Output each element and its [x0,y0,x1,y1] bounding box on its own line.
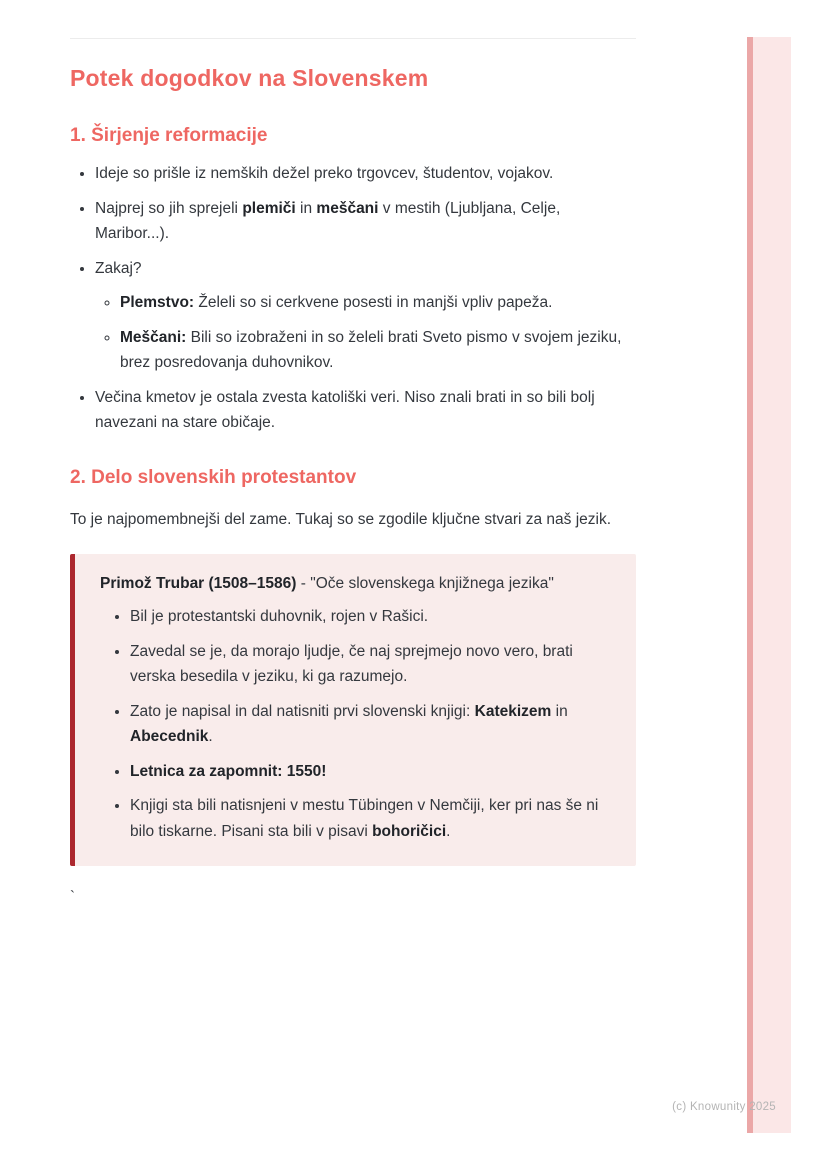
pink-margin-highlight-bar [747,37,791,1133]
text-segment: Bili so izobraženi in so želeli brati Sveto pismo v svojem jeziku, brez posredovanja duhovnikov. [120,328,622,372]
page-title: Potek dogodkov na Slovenskem [70,65,429,91]
list-item [130,793,608,844]
text-segment: - "Oče slovenskega knjižnega jezika" [296,575,554,593]
list-item [95,385,636,436]
section1-list [70,161,636,436]
section1-heading: 1. Širjenje reformacije [70,124,268,146]
text-segment: . [208,728,213,746]
text-segment: Želeli so si cerkvene posesti in manjši vpliv papeža. [194,294,553,312]
footer-credit: (c) Knowunity 2025 [672,1101,776,1113]
document-content [70,0,636,906]
callout-title [100,571,608,597]
text-segment: Najprej so jih sprejeli [95,199,243,217]
text-segment: Plemstvo: [120,294,195,312]
text-segment: Abecednik [130,728,209,746]
list-item [130,639,608,690]
text-segment: v mestih (Ljubljana, Celje, Maribor...). [95,199,561,243]
list-item [120,290,636,316]
text-segment: Zakaj? [95,259,142,277]
text-segment: Zato je napisal in dal natisniti prvi slovenski knjigi: [130,702,475,720]
list-item [95,161,636,187]
text-segment: Bil je protestantski duhovnik, rojen v Rašici. [130,608,429,626]
text-segment: Ideje so prišle iz nemških dežel preko trgovcev, študentov, vojakov. [95,165,554,183]
list-item [130,699,608,750]
text-segment: . [446,822,451,840]
text-segment: Meščani: [120,328,187,346]
text-segment: Primož Trubar (1508–1586) [100,575,297,593]
text-segment: Katekizem [474,702,552,720]
list-item [95,196,636,247]
section2-heading: 2. Delo slovenskih protestantov [70,466,357,488]
text-segment: in [551,702,568,720]
list-item [130,604,608,630]
text-segment: Zavedal se je, da morajo ljudje, če naj sprejmejo novo vero, brati verska besedila v jeziku, ki ga razumejo. [130,642,573,686]
text-segment: in [295,199,317,217]
text-segment: meščani [316,199,379,217]
text-segment: Večina kmetov je ostala zvesta katoliški veri. Niso znali brati in so bili bolj navezani na stare običaje. [95,388,595,432]
trubar-callout-box [70,554,636,866]
list-item [130,759,608,785]
text-segment: bohoričici [372,822,447,840]
sub-list [95,290,636,376]
callout-list [100,604,608,844]
section2-intro: To je najpomembnejši del zame. Tukaj so se zgodile ključne stvari za naš jezik. [70,510,612,528]
list-item [95,256,636,376]
text-segment: plemiči [242,199,296,217]
stray-character: ` [70,888,75,906]
text-segment: Letnica za zapomnit: 1550! [130,762,327,780]
text-segment: Knjigi sta bili natisnjeni v mestu Tübingen v Nemčiji, ker pri nas še ni bilo tiskarne. Pisani sta bili v pisavi [130,797,599,840]
list-item [120,325,636,376]
top-divider [70,38,636,39]
